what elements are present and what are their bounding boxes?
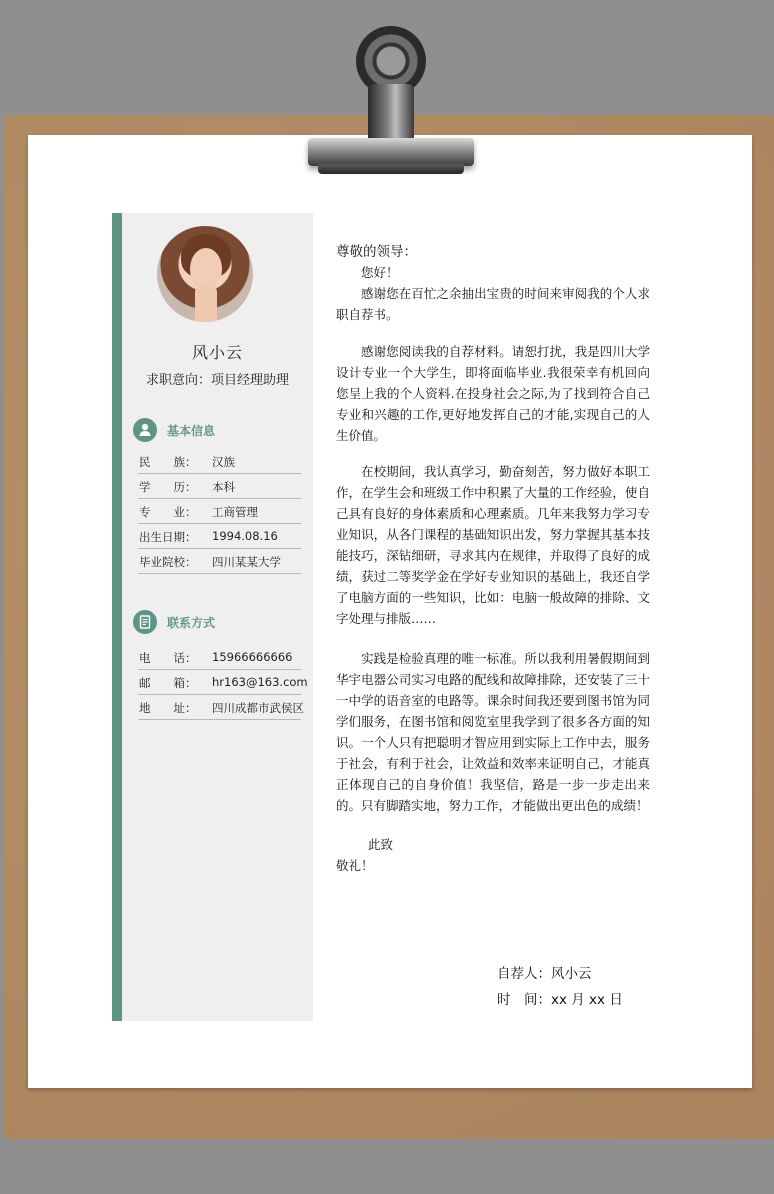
info-value: 四川成都市武侯区 bbox=[212, 701, 304, 715]
letter-closing-1: 此致 bbox=[368, 837, 394, 852]
info-value: 四川某某大学 bbox=[212, 555, 281, 569]
info-value: 15966666666 bbox=[212, 650, 293, 664]
letter-paragraph-2: 感谢您阅读我的自荐材料。请恕打扰，我是四川大学设计专业一个大学生，即将面临毕业.我很荣幸有机回向您呈上我的个人资料.在投身社会之际,为了找到符合自己专业和兴趣的工作,更好地发挥自己的才能,实现自己的人生价值。 bbox=[336, 344, 650, 443]
letter-signer: 自荐人：风小云 bbox=[497, 966, 592, 982]
section-title: 基本信息 bbox=[167, 424, 216, 438]
person-icon bbox=[133, 418, 157, 442]
info-row-school bbox=[138, 549, 301, 574]
info-value: 1994.08.16 bbox=[212, 529, 278, 543]
info-label: 民 族： bbox=[139, 455, 197, 469]
info-label: 地 址： bbox=[139, 701, 197, 715]
sidebar-accent-bar bbox=[112, 213, 122, 1021]
info-value: 本科 bbox=[212, 480, 235, 494]
info-label: 电 话： bbox=[139, 651, 197, 665]
document-icon bbox=[133, 610, 157, 634]
info-label: 毕业院校： bbox=[139, 555, 197, 569]
clip-jaw bbox=[318, 164, 464, 174]
letter-closing-2: 敬礼！ bbox=[336, 858, 374, 873]
job-intent: 求职意向：项目经理助理 bbox=[145, 373, 289, 388]
info-value: hr163@163.com bbox=[212, 675, 308, 689]
avatar bbox=[157, 226, 253, 322]
info-label: 邮 箱： bbox=[139, 676, 197, 690]
binder-clip bbox=[300, 26, 480, 176]
info-row-birthdate bbox=[138, 524, 301, 549]
letter-date: 时 间：xx 月 xx 日 bbox=[497, 992, 623, 1008]
info-value: 工商管理 bbox=[212, 505, 258, 519]
info-label: 出生日期： bbox=[139, 530, 197, 544]
info-row-education bbox=[138, 474, 301, 499]
info-row-ethnicity bbox=[138, 449, 301, 474]
info-row-phone bbox=[138, 645, 301, 670]
letter-paragraph-1: 感谢您在百忙之余抽出宝贵的时间来审阅我的个人求职自荐书。 bbox=[336, 286, 650, 322]
info-row-email bbox=[138, 670, 308, 695]
letter-hello: 您好！ bbox=[361, 265, 399, 280]
info-row-address bbox=[138, 695, 304, 720]
clip-plate bbox=[308, 138, 474, 166]
info-row-major bbox=[138, 499, 301, 524]
letter-paragraph-4: 实践是检验真理的唯一标准。所以我利用暑假期间到华宇电器公司实习电路的配线和故障排除，还安装了三十一中学的语音室的电路等。课余时间我还要到图书馆为同学们服务，在图书馆和阅览室里我学到了很多各方面的知识。一个人只有把聪明才智应用到实际上工作中去，服务于社会，有利于社会，让效益和效率来证明自己，才能真正体现自己的自身价值！我坚信，路是一步一步走出来的。只有脚踏实地，努力工作，才能做出更出色的成绩！ bbox=[336, 651, 650, 813]
info-label: 学 历： bbox=[139, 480, 197, 494]
letter-paragraph-3: 在校期间，我认真学习，勤奋刻苦，努力做好本职工作，在学生会和班级工作中积累了大量的工作经验，使自己具有良好的身体素质和心理素质。几年来我努力学习专业知识，从各门课程的基础知识出发，努力掌握其基本技能技巧，深钻细研，寻求其内在规律，并取得了良好的成绩，获过二等奖学金在学好专业知识的基础上，我还自学了电脑方面的一些知识，比如：电脑一般故障的排除、文字处理与排版…… bbox=[336, 464, 650, 626]
candidate-name: 风小云 bbox=[191, 343, 243, 362]
info-value: 汉族 bbox=[212, 455, 235, 469]
section-title: 联系方式 bbox=[167, 616, 216, 630]
letter-salutation: 尊敬的领导： bbox=[336, 244, 417, 260]
info-label: 专 业： bbox=[139, 505, 197, 519]
